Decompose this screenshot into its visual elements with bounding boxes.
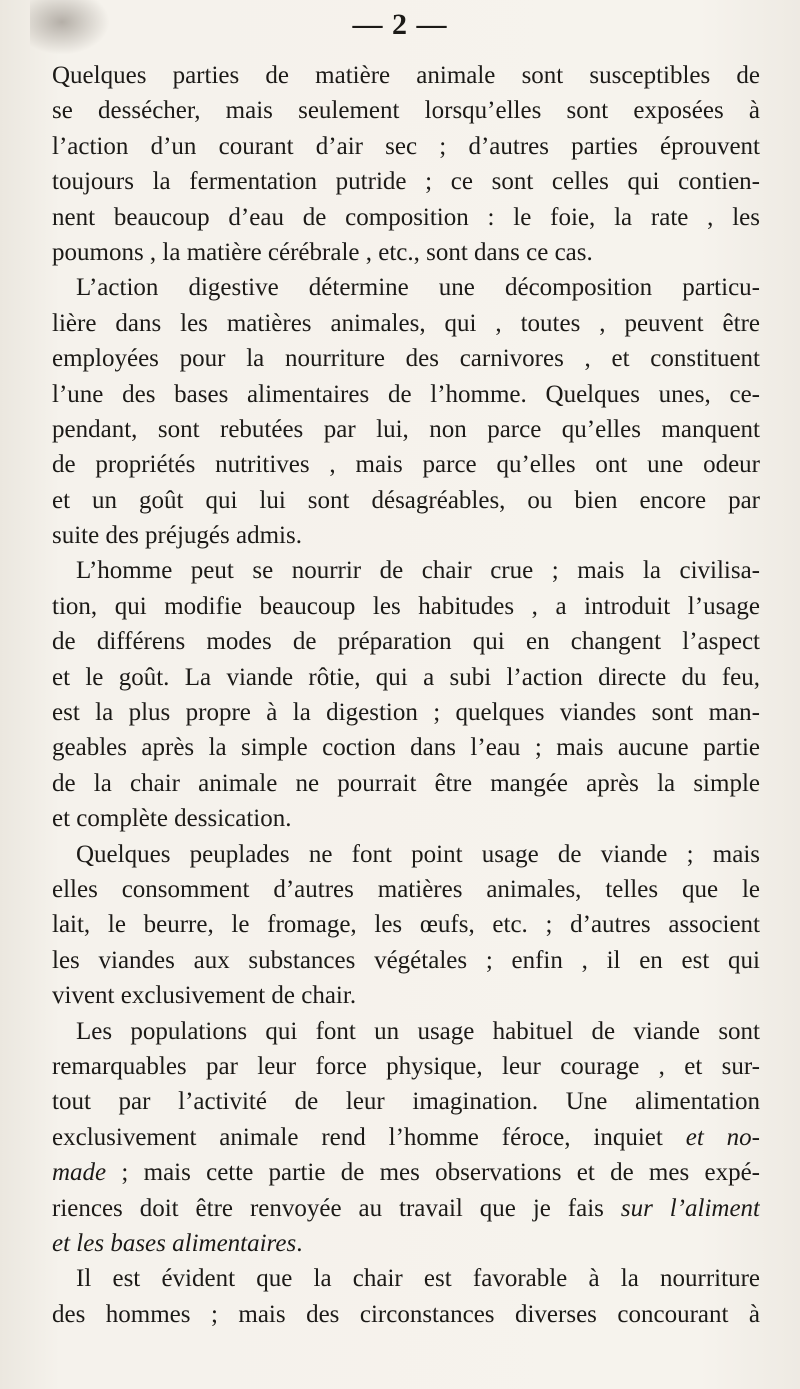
text-line: l’une des bases alimentaires de l’homme. Quelques unes, ce- — [52, 380, 760, 408]
text-line: employées pour la nourriture des carnivores , et constituent — [52, 345, 760, 373]
text-line: Les populations qui font un usage habituel de viande sont — [76, 1017, 760, 1045]
text-line: vivent exclusivement de chair. — [52, 982, 357, 1010]
text-line: pendant, sont rebutées par lui, non parce qu’elles manquent — [52, 415, 760, 443]
text-line: poumons , la matière cérébrale , etc., sont dans ce cas. — [52, 238, 593, 266]
text-line: L’action digestive détermine une décomposition particu- — [76, 274, 760, 302]
text-line: lière dans les matières animales, qui , toutes , peuvent être — [52, 309, 760, 337]
text-line: suite des préjugés admis. — [52, 522, 302, 550]
text-line: tion, qui modifie beaucoup les habitudes , a introduit l’usage — [52, 592, 760, 620]
body-text — [52, 58, 760, 1332]
text-line: tout par l’activité de leur imagination. Une alimentation — [52, 1088, 760, 1116]
text-line: et complète dessication. — [52, 805, 292, 833]
text-line: made ; mais cette partie de mes observations et de mes expé- — [52, 1159, 760, 1187]
text-line: est la plus propre à la digestion ; quelques viandes sont man- — [52, 699, 760, 727]
text-line: remarquables par leur force physique, leur courage , et sur- — [52, 1052, 760, 1080]
text-line: Quelques parties de matière animale sont susceptibles de — [52, 62, 760, 89]
text-line: riences doit être renvoyée au travail que je fais sur l’aliment — [52, 1194, 760, 1222]
text-line: de propriétés nutritives , mais parce qu’elles ont une odeur — [52, 451, 760, 479]
text-line: elles consomment d’autres matières animales, telles que le — [52, 875, 760, 903]
text-line: et le goût. La viande rôtie, qui a subi l’action directe du feu, — [52, 663, 760, 691]
text-line: les viandes aux substances végétales ; enfin , il en est qui — [52, 946, 760, 974]
text-line: Quelques peuplades ne font point usage de viande ; mais — [76, 840, 760, 868]
text-line: L’homme peut se nourrir de chair crue ; mais la civilisa- — [76, 557, 760, 585]
text-line: geables après la simple coction dans l’eau ; mais aucune partie — [52, 734, 760, 762]
text-line: Il est évident que la chair est favorable à la nourriture — [76, 1265, 760, 1293]
text-line: nent beaucoup d’eau de composition : le foie, la rate , les — [52, 203, 760, 231]
text-line: de différens modes de préparation qui en changent l’aspect — [52, 628, 760, 656]
text-line: des hommes ; mais des circonstances diverses concourant à — [52, 1300, 760, 1328]
text-line: et un goût qui lui sont désagréables, ou bien encore par — [52, 486, 760, 514]
text-line: et les bases alimentaires. — [52, 1229, 303, 1257]
text-line: exclusivement animale rend l’homme féroce, inquiet et no- — [52, 1123, 760, 1151]
text-line: lait, le beurre, le fromage, les œufs, etc. ; d’autres associent — [52, 911, 760, 939]
text-line: se dessécher, mais seulement lorsqu’elles sont exposées à — [52, 97, 760, 125]
text-line: toujours la fermentation putride ; ce sont celles qui contien- — [52, 168, 760, 196]
page-number: — 2 — — [352, 8, 448, 41]
text-line: l’action d’un courant d’air sec ; d’autres parties éprouvent — [52, 132, 760, 160]
text-line: de la chair animale ne pourrait être mangée après la simple — [52, 769, 760, 797]
